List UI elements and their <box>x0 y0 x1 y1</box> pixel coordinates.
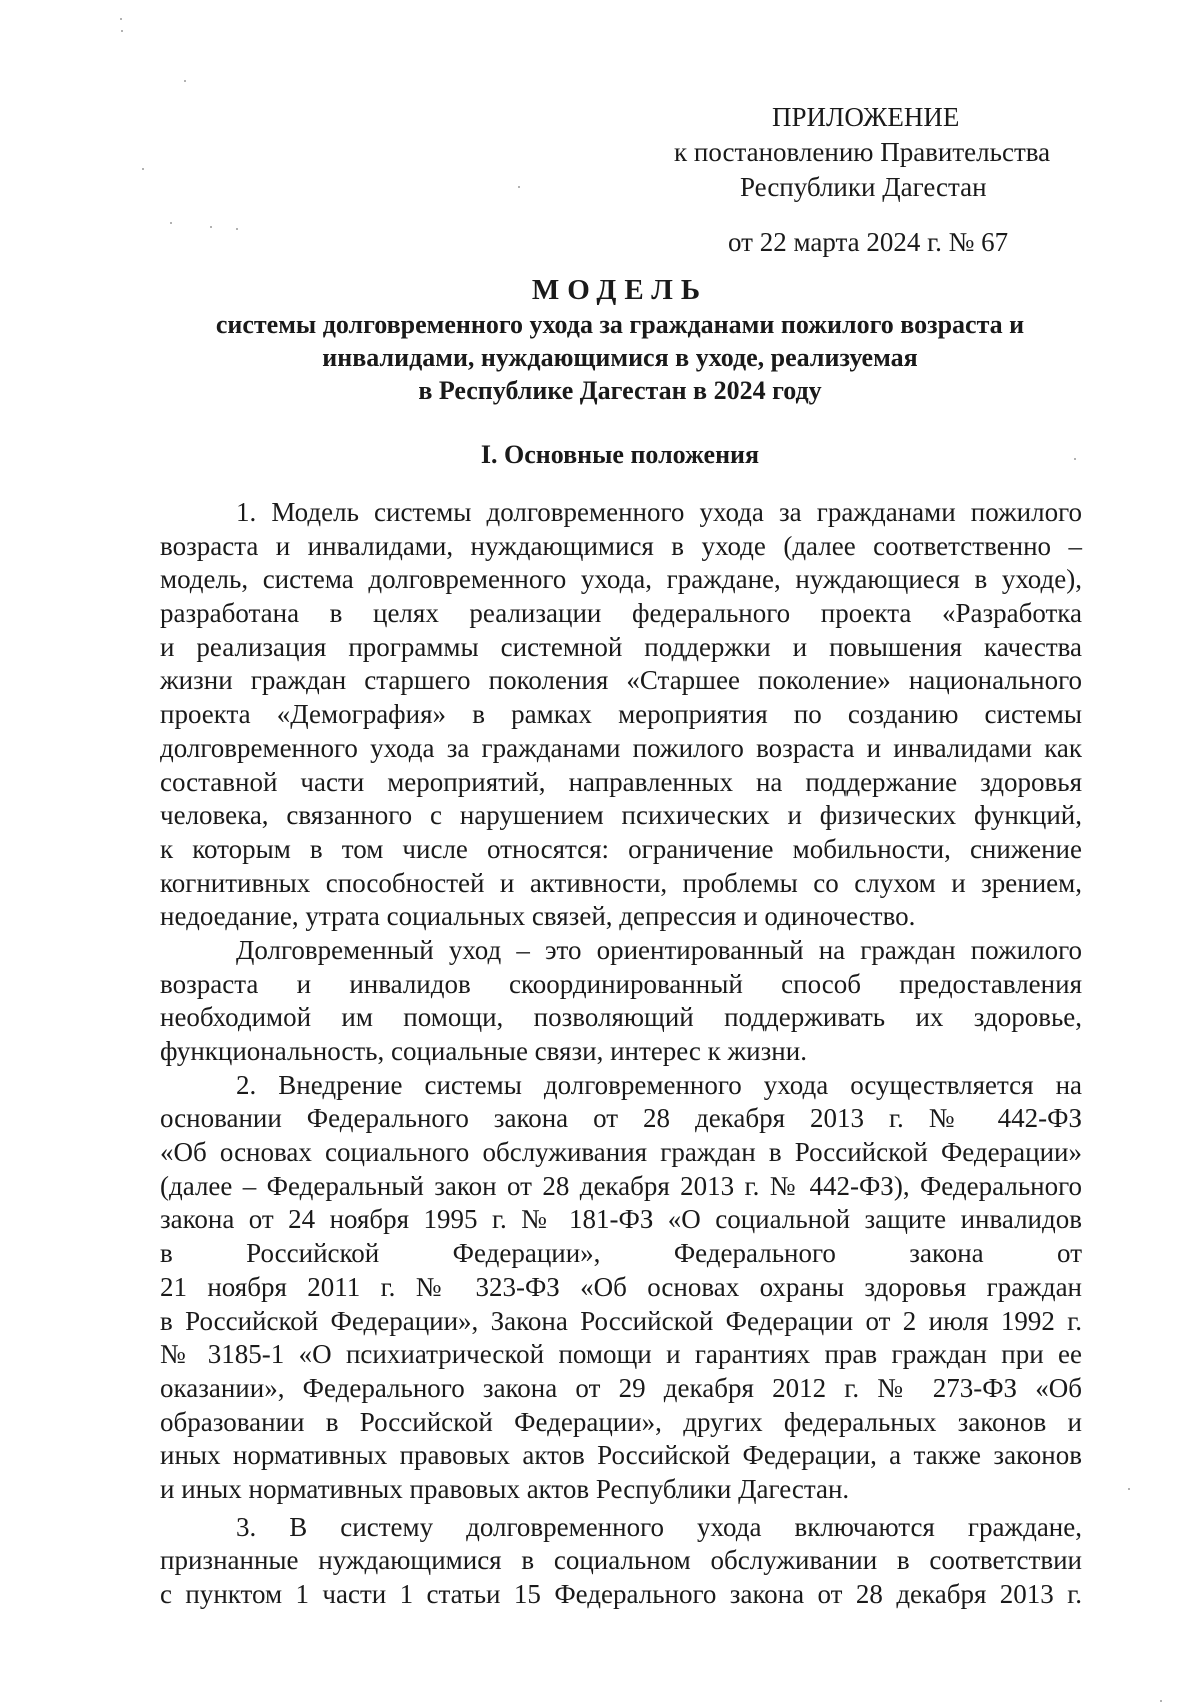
paragraph-line: 3. В систему долговременного ухода включаются граждане, <box>236 1511 1082 1542</box>
attachment-header <box>600 100 1100 260</box>
document-body <box>160 496 1082 1612</box>
paragraph-line: в Российской Федерации», Федерального закона от <box>160 1238 1082 1269</box>
scan-speck <box>236 228 238 230</box>
paragraph-line: с пунктом 1 части 1 статьи 15 Федерального закона от 28 декабря 2013 г. <box>160 1579 1082 1609</box>
attachment-region: Республики Дагестан <box>740 172 987 202</box>
paragraph-line: человека, связанного с нарушением психических и физических функций, <box>160 800 1082 831</box>
paragraph-line: «Об основах социального обслуживания граждан в Российской Федерации» <box>160 1137 1082 1168</box>
scan-speck <box>184 80 186 82</box>
paragraph-line: функциональность, социальные связи, интерес к жизни. <box>160 1036 807 1066</box>
attachment-date: от 22 марта 2024 г. № 67 <box>728 227 1009 257</box>
subtitle-line: инвалидами, нуждающимися в уходе, реализуемая <box>322 343 918 372</box>
paragraph-line: жизни граждан старшего поколения «Старшее поколение» национального <box>160 665 1082 696</box>
paragraph-line: возраста и инвалидами, нуждающимися в уходе (далее соответственно – <box>160 530 1082 561</box>
scan-speck <box>518 186 520 188</box>
paragraph-line: 2. Внедрение системы долговременного ухода осуществляется на <box>236 1069 1082 1100</box>
paragraph-line: оказании», Федерального закона от 29 декабря 2012 г. № 273-ФЗ «Об <box>160 1372 1082 1403</box>
paragraph-line: основании Федерального закона от 28 декабря 2013 г. № 442-ФЗ <box>160 1103 1082 1134</box>
paragraph-line: разработана в целях реализации федерального проекта «Разработка <box>160 598 1082 629</box>
paragraph-line: возраста и инвалидов скоординированный способ предоставления <box>160 968 1082 999</box>
paragraph-line: образовании в Российской Федерации», других федеральных законов и <box>160 1406 1082 1437</box>
paragraph-line: 1. Модель системы долговременного ухода за гражданами пожилого <box>236 497 1082 527</box>
section-heading: I. Основные положения <box>480 440 760 469</box>
paragraph-line: иных нормативных правовых актов Российской Федерации, а также законов <box>160 1440 1082 1471</box>
paragraph-line: Долговременный уход – это ориентированный на граждан пожилого <box>236 934 1082 965</box>
scan-speck <box>170 222 172 224</box>
paragraph-line: (далее – Федеральный закон от 28 декабря 2013 г. № 442-ФЗ), Федерального <box>160 1170 1082 1201</box>
scan-speck <box>142 168 144 170</box>
paragraph-line: долговременного ухода за гражданами пожилого возраста и инвалидами как <box>160 732 1082 763</box>
subtitle-line: в Республике Дагестан в 2024 году <box>418 376 822 405</box>
paragraph-line: закона от 24 ноября 1995 г. № 181-ФЗ «О социальной защите инвалидов <box>160 1204 1082 1235</box>
paragraph-line: в Российской Федерации», Закона Российской Федерации от 2 июля 1992 г. <box>160 1305 1082 1336</box>
paragraph-line: и реализация программы системной поддержки и повышения качества <box>160 631 1082 662</box>
attachment-title: ПРИЛОЖЕНИЕ <box>772 102 960 132</box>
scan-speck <box>120 18 122 20</box>
paragraph-line: когнитивных способностей и активности, проблемы со слухом и зрением, <box>160 867 1082 898</box>
paragraph-line: к которым в том числе относятся: ограничение мобильности, снижение <box>160 833 1082 864</box>
paragraph-line: необходимой им помощи, позволяющий поддерживать их здоровье, <box>160 1002 1082 1033</box>
paragraph-line: модель, система долговременного ухода, граждане, нуждающиеся в уходе), <box>160 564 1082 595</box>
document-subtitle <box>160 308 1080 407</box>
paragraph-line: 21 ноября 2011 г. № 323-ФЗ «Об основах охраны здоровья граждан <box>160 1271 1082 1302</box>
paragraph-line: признанные нуждающимися в социальном обслуживании в соответствии <box>160 1545 1082 1576</box>
scan-speck <box>1160 1700 1162 1702</box>
scan-speck <box>210 226 212 228</box>
document-title: МОДЕЛЬ <box>531 274 709 306</box>
paragraph-line: недоедание, утрата социальных связей, депрессия и одиночество. <box>160 901 916 932</box>
attachment-reference: к постановлению Правительства <box>674 137 1051 167</box>
scan-speck <box>121 30 123 32</box>
paragraph-line: проекта «Демография» в рамках мероприятия по созданию системы <box>160 699 1082 730</box>
paragraph-line: № 3185-1 «О психиатрической помощи и гарантиях прав граждан при ее <box>160 1339 1082 1370</box>
paragraph-line: и иных нормативных правовых актов Республики Дагестан. <box>160 1473 850 1504</box>
subtitle-line: системы долговременного ухода за гражданами пожилого возраста и <box>215 310 1025 339</box>
paragraph-line: составной части мероприятий, направленных на поддержание здоровья <box>160 766 1082 797</box>
scan-speck <box>1128 1488 1130 1490</box>
